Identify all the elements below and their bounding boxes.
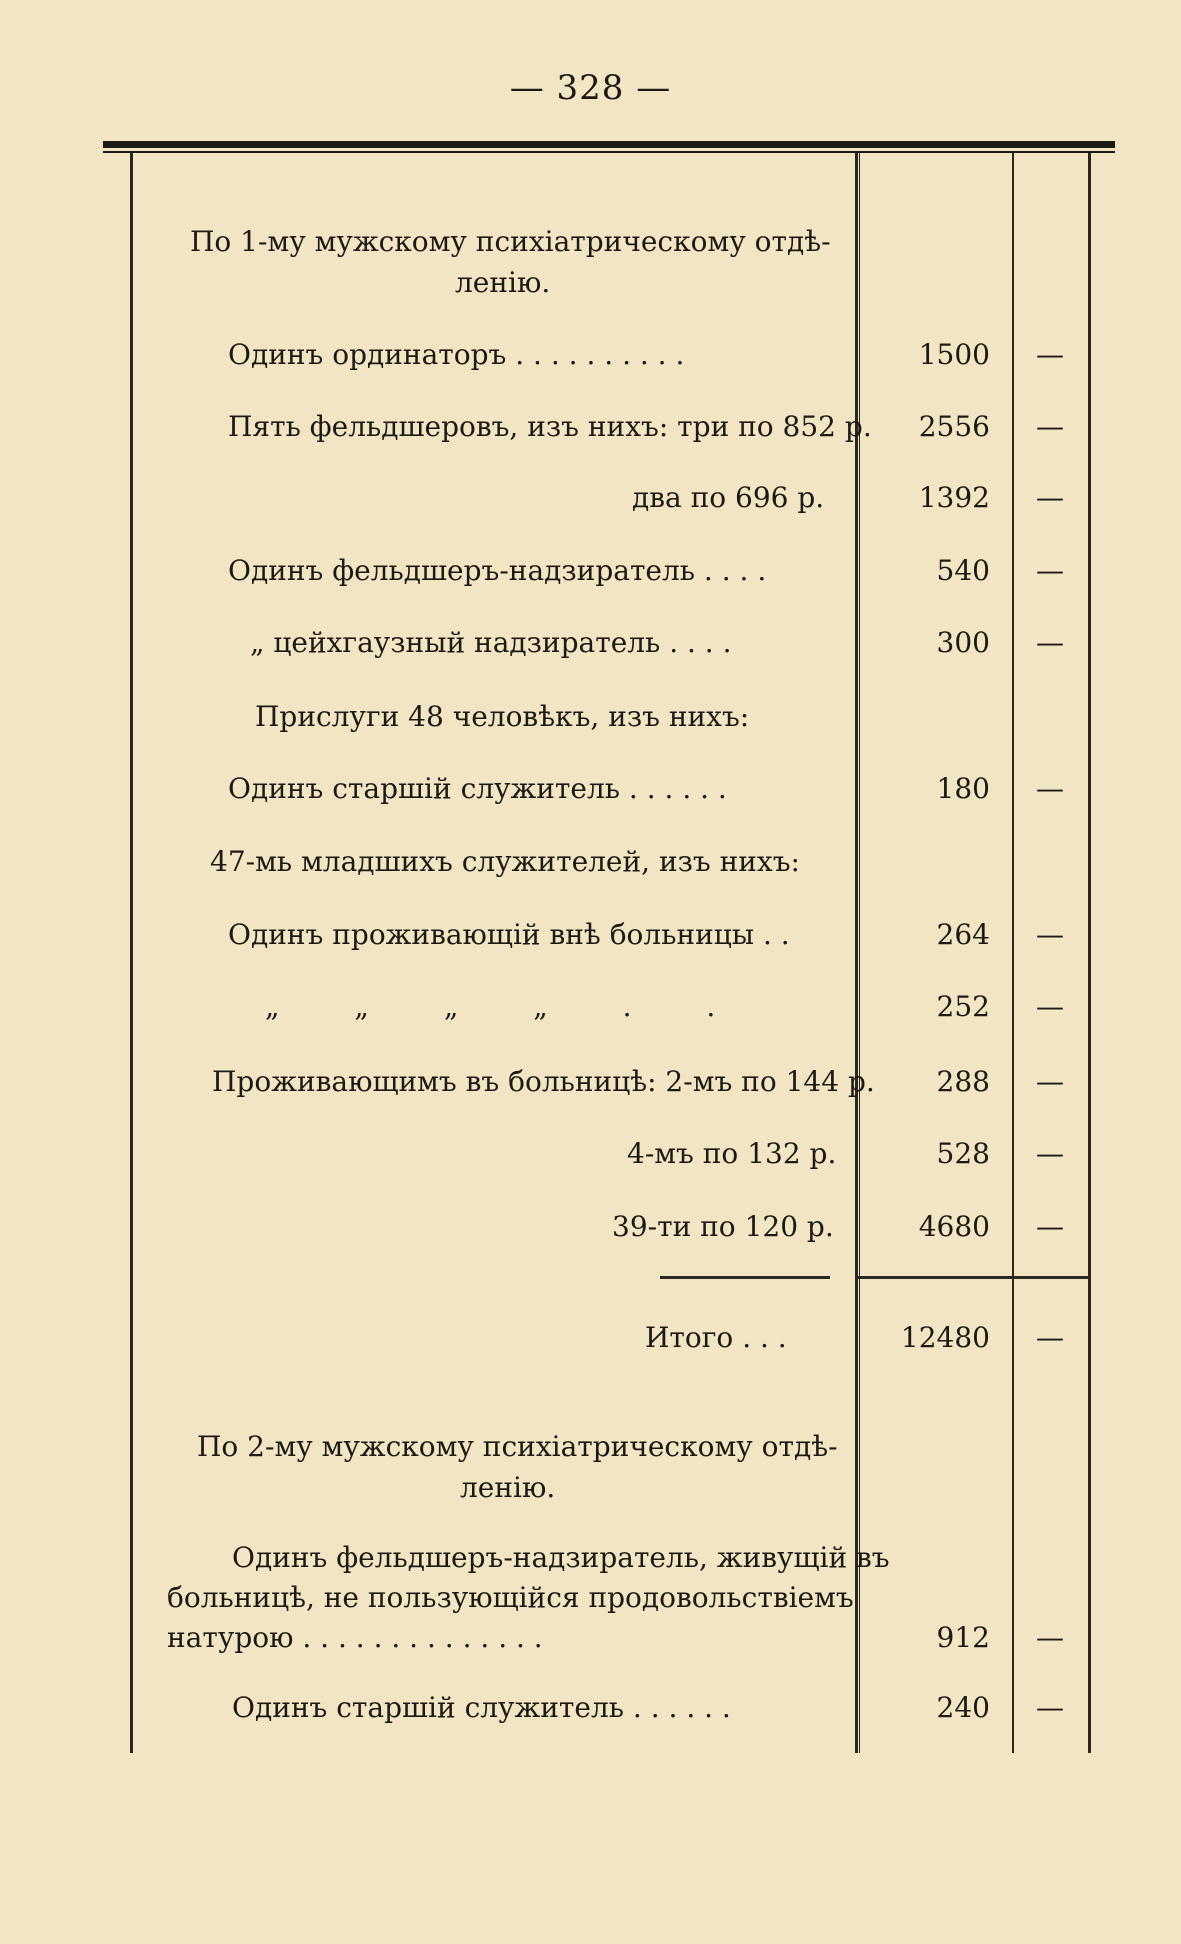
table-top-rule [103,141,1115,148]
row-ditto-label: „ „ „ „ . . [265,990,716,1023]
total-kopecks: — [1036,1321,1064,1354]
row-two-at-696-label: два по 696 р. [632,481,825,514]
table-left-border [130,153,133,1753]
section2-para-line1: Одинъ фельдшеръ-надзиратель, живущій въ [232,1541,890,1574]
row-four-at-132-label: 4-мъ по 132 р. [627,1137,837,1170]
row-ditto-kopecks: — [1036,990,1064,1023]
row-thirtynine-at-120-label: 39-ти по 120 р. [612,1210,834,1243]
row-ordinator-amount: 1500 [918,338,990,371]
row-four-at-132-amount: 528 [936,1137,990,1170]
row-senior-servant-kopecks: — [1036,772,1064,805]
row-living-inside-kopecks: — [1036,1065,1064,1098]
row-four-at-132-kopecks: — [1036,1137,1064,1170]
row-living-inside-amount: 288 [936,1065,990,1098]
row-tseikhgauz-label: „ цейхгаузный надзиратель . . . . [250,626,732,659]
column-divider-amount-kopecks [1012,153,1014,1753]
section2-para-line3: натурою . . . . . . . . . . . . . . [167,1621,543,1654]
row-ditto-amount: 252 [936,990,990,1023]
row-living-inside-label: Проживающимъ въ больницѣ: 2-мъ по 144 р. [212,1065,875,1098]
table-top-rule-thin [103,151,1115,153]
row-living-outside-label: Одинъ проживающій внѣ больницы . . [228,918,790,951]
row-ordinator-label: Одинъ ординаторъ . . . . . . . . . . [228,338,685,371]
section1-heading-line1: По 1-му мужскому психіатрическому отдѣ- [190,225,831,258]
section1-heading-line2: ленію. [455,266,551,299]
row-feldsher-nadziratel-amount: 540 [936,554,990,587]
section2-senior-servant-amount: 240 [936,1691,990,1724]
row-feldshers-kopecks: — [1036,410,1064,443]
section2-para-line2: больницѣ, не пользующійся продовольствіемъ [167,1581,854,1614]
total-rule-text [660,1276,830,1279]
row-tseikhgauz-amount: 300 [936,626,990,659]
row-thirtynine-at-120-amount: 4680 [918,1210,990,1243]
section2-senior-servant-kopecks: — [1036,1691,1064,1724]
row-junior-servants-label: 47-мь младшихъ служителей, изъ нихъ: [210,845,800,878]
section2-para-kopecks: — [1036,1621,1064,1654]
total-rule-amount [858,1276,1012,1279]
row-ordinator-kopecks: — [1036,338,1064,371]
section2-senior-servant-label: Одинъ старшій служитель . . . . . . [232,1691,731,1724]
row-senior-servant-label: Одинъ старшій служитель . . . . . . [228,772,727,805]
row-thirtynine-at-120-kopecks: — [1036,1210,1064,1243]
row-living-outside-amount: 264 [936,918,990,951]
section2-para-amount: 912 [936,1621,990,1654]
table-right-border [1088,153,1091,1753]
row-tseikhgauz-kopecks: — [1036,626,1064,659]
row-two-at-696-kopecks: — [1036,481,1064,514]
row-feldshers-amount: 2556 [918,410,990,443]
row-feldshers-label: Пять фельдшеровъ, изъ нихъ: три по 852 р. [228,410,872,443]
section2-heading-line2: ленію. [460,1471,556,1504]
row-feldsher-nadziratel-label: Одинъ фельдшеръ-надзиратель . . . . [228,554,767,587]
row-living-outside-kopecks: — [1036,918,1064,951]
total-rule-kopecks [1014,1276,1090,1279]
total-amount: 12480 [900,1321,990,1354]
section2-heading-line1: По 2-му мужскому психіатрическому отдѣ- [197,1430,838,1463]
row-prislugi-label: Прислуги 48 человѣкъ, изъ нихъ: [255,700,750,733]
row-feldsher-nadziratel-kopecks: — [1036,554,1064,587]
column-divider-text-amount [855,153,858,1753]
page-number: — 328 — [509,68,672,108]
total-label: Итого . . . [645,1321,787,1354]
row-senior-servant-amount: 180 [936,772,990,805]
row-two-at-696-amount: 1392 [918,481,990,514]
